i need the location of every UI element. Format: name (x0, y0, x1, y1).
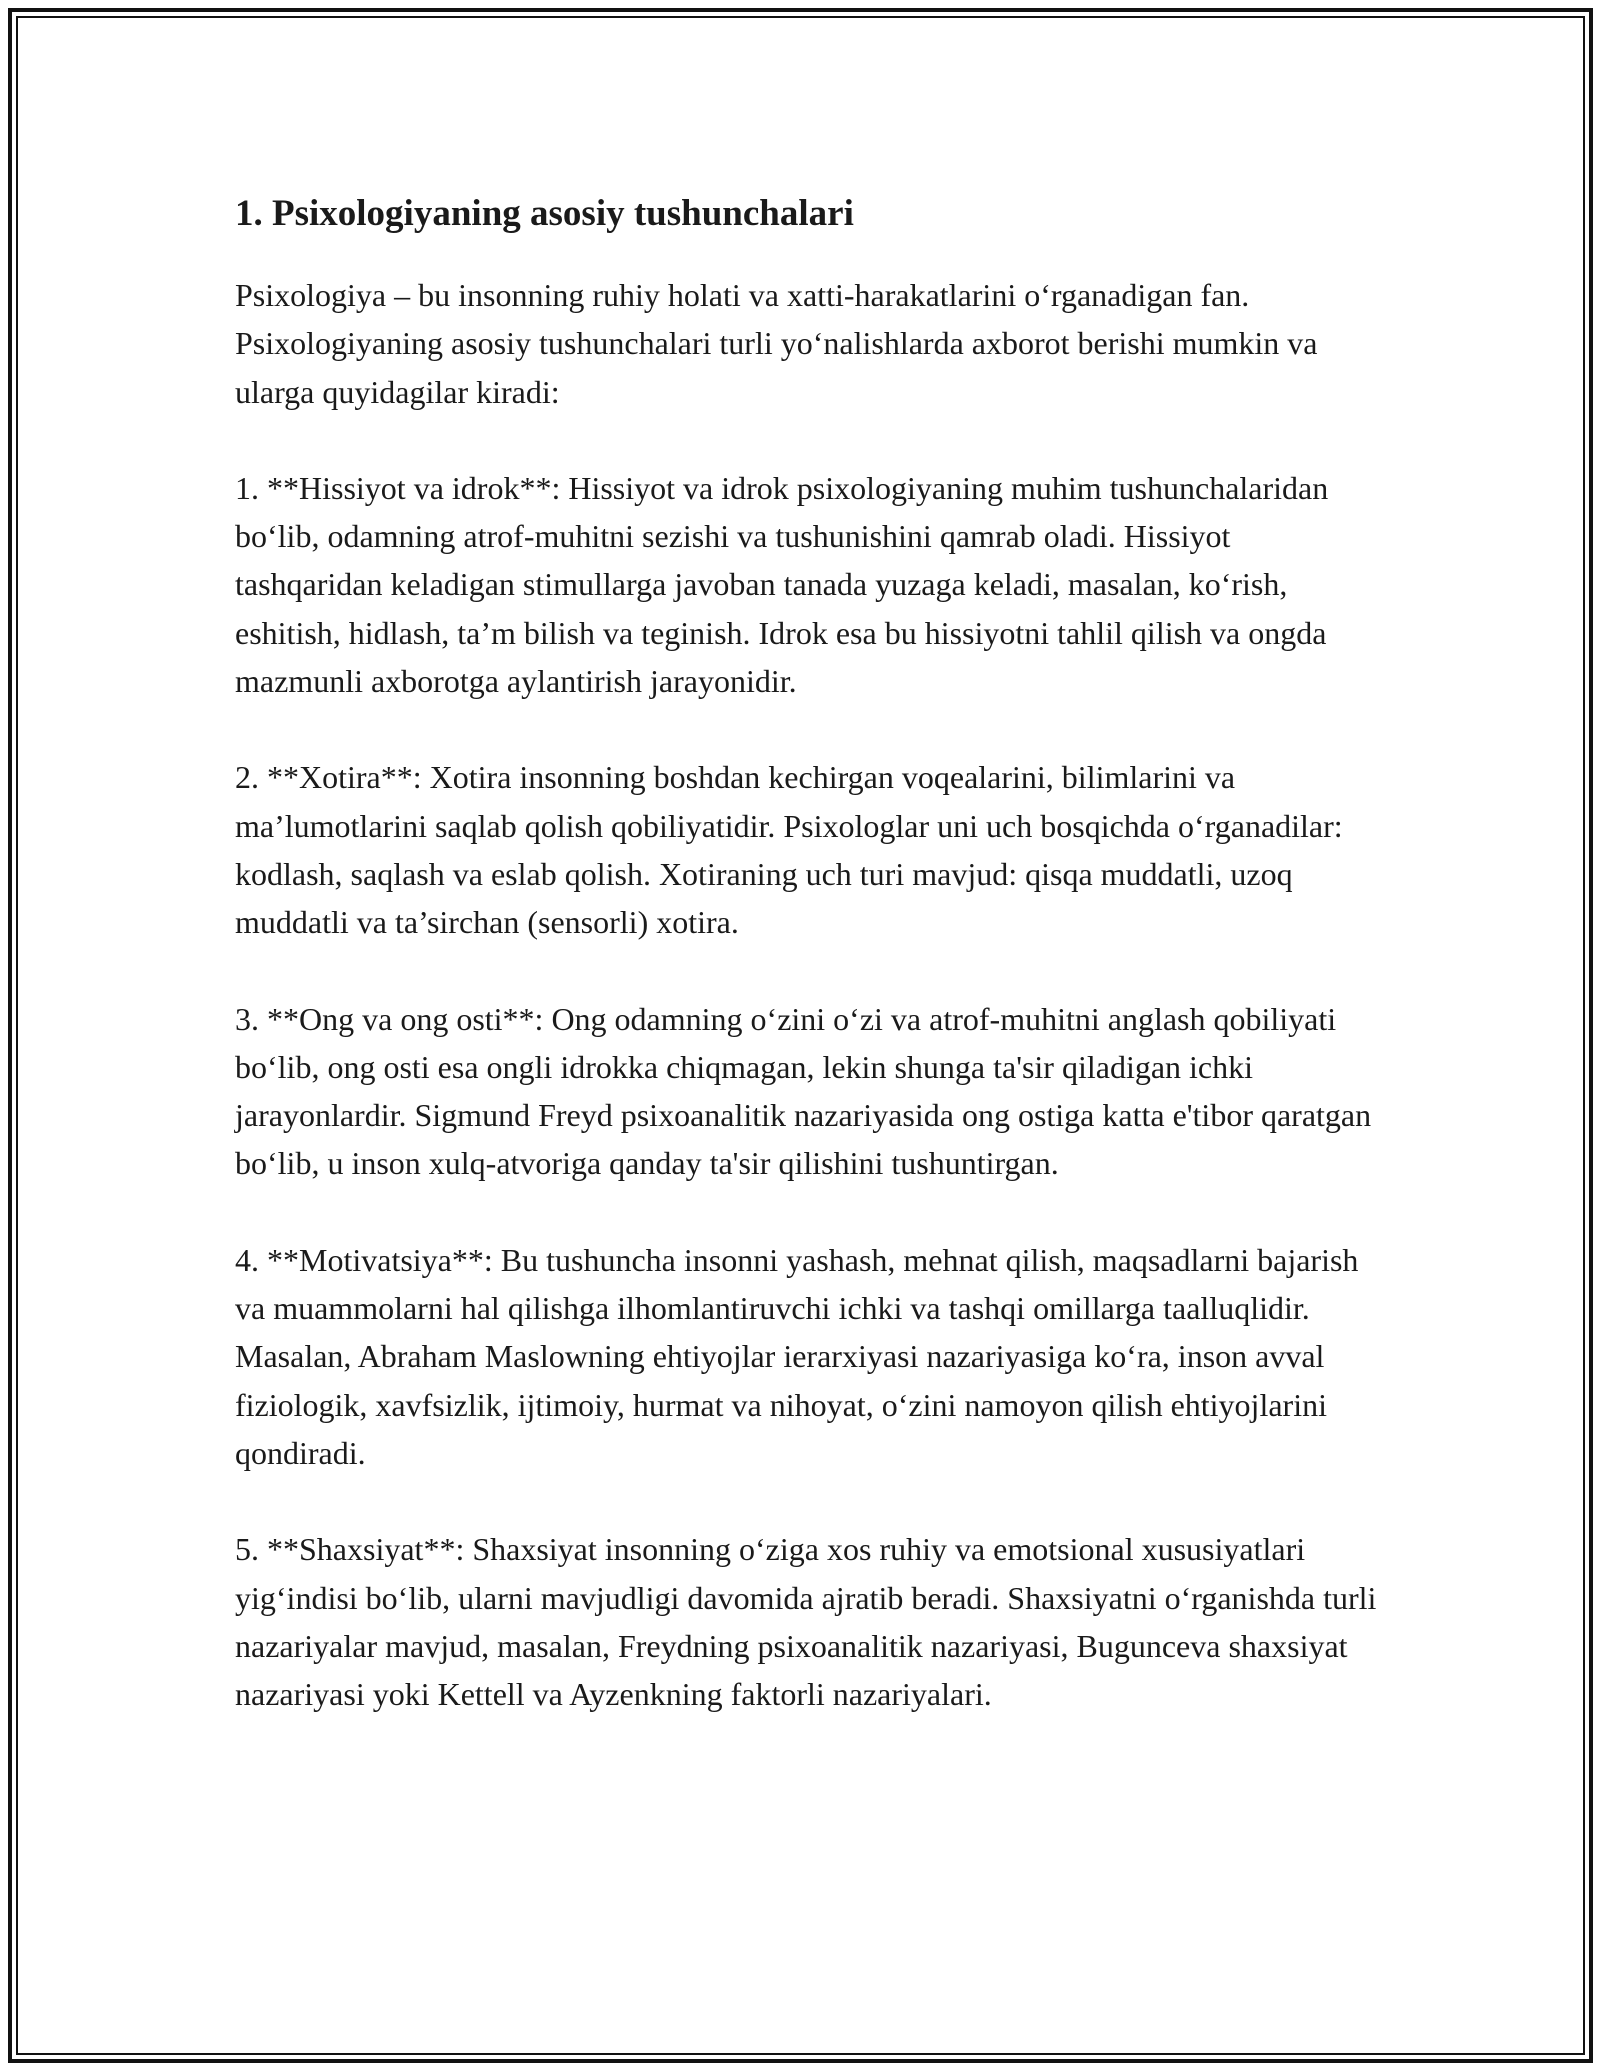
paragraph-shaxsiyat: 5. **Shaxsiyat**: Shaxsiyat insonning o‘ziga xos ruhiy va emotsional xususiyatlari yig‘indisi bo‘lib, ularni mavjudligi davomida ajratib beradi. Shaxsiyatni o‘rganishda turli nazariyalar mavjud, masalan, Freydning psixoanalitik nazariyasi, Bugunceva shaxsiyat nazariyasi yoki Kettell va Ayzenkning faktorli nazariyalari. (235, 1531, 1377, 1713)
paragraph-xotira: 2. **Xotira**: Xotira insonning boshdan kechirgan voqealarini, bilimlarini va ma’lumotlarini saqlab qolish qobiliyatidir. Psixologlar uni uch bosqichda o‘rganadilar: kodlash, saqlash va eslab qolish. Xotiraning uch turi mavjud: qisqa muddatli, uzoq muddatli va ta’sirchan (sensorli) xotira. (235, 759, 1343, 941)
paragraph-motivatsiya: 4. **Motivatsiya**: Bu tushuncha insonni yashash, mehnat qilish, maqsadlarni bajarish va muammolarni hal qilishga ilhomlantiruvchi ichki va tashqi omillarga taalluqlidir. Masalan, Abraham Maslowning ehtiyojlar ierarxiyasi nazariyasiga ko‘ra, inson avval fiziologik, xavfsizlik, ijtimoiy, hurmat va nihoyat, o‘zini namoyon qilish ehtiyojlarini qondiradi. (235, 1241, 1359, 1471)
intro-paragraph: Psixologiya – bu insonning ruhiy holati va xatti-harakatlarini o‘rganadigan fan. Psixologiyaning asosiy tushunchalari turli yo‘nalishlarda axborot berishi mumkin va ularga quyidagilar kiradi: (235, 277, 1318, 410)
document-body (235, 190, 1385, 1766)
paragraph-ong-ong-osti: 3. **Ong va ong osti**: Ong odamning o‘zini o‘zi va atrof-muhitni anglash qobiliyati bo‘lib, ong osti esa ongli idrokka chiqmagan, lekin shunga ta'sir qiladigan ichki jarayonlardir. Sigmund Freyd psixoanalitik nazariyasida ong ostiga katta e'tibor qaratgan bo‘lib, u inson xulq-atvoriga qanday ta'sir qilishini tushuntirgan. (235, 1000, 1372, 1182)
section-title: 1. Psixologiyaning asosiy tushunchalari (235, 193, 854, 234)
paragraph-hissiyot-idrok: 1. **Hissiyot va idrok**: Hissiyot va idrok psixologiyaning muhim tushunchalaridan bo‘lib, odamning atrof-muhitni sezishi va tushunishini qamrab oladi. Hissiyot tashqaridan keladigan stimullarga javoban tanada yuzaga keladi, masalan, ko‘rish, eshitish, hidlash, ta’m bilish va teginish. Idrok esa bu hissiyotni tahlil qilish va ongda mazmunli axborotga aylantirish jarayonidir. (235, 469, 1329, 700)
